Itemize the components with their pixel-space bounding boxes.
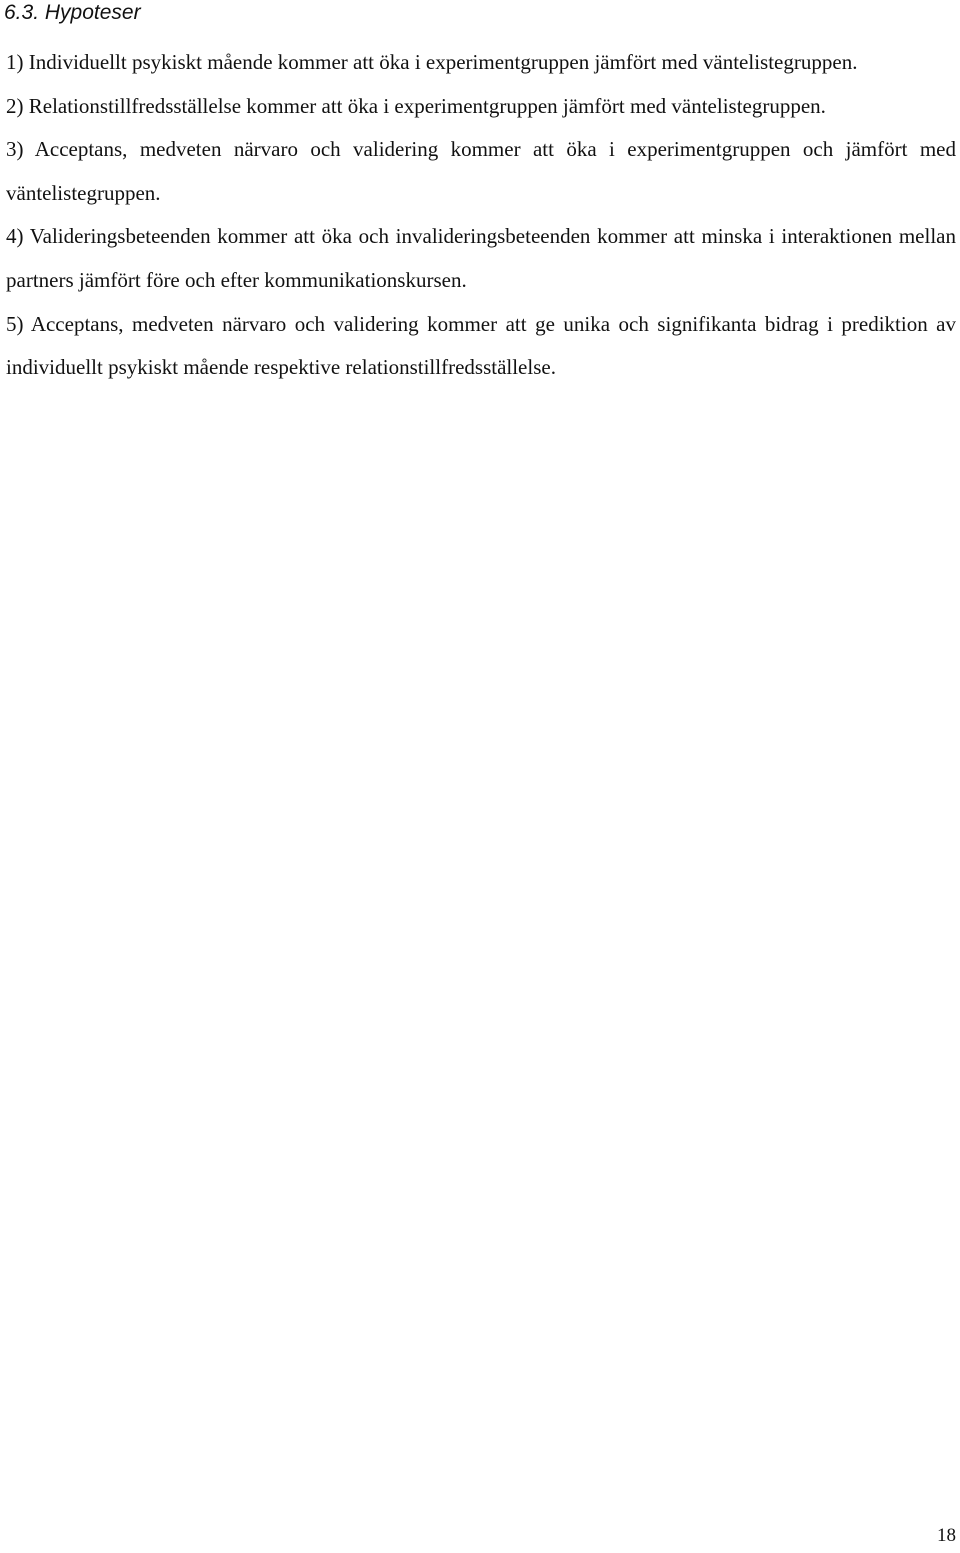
hypotheses-list — [6, 41, 956, 390]
hypothesis-1: 1) Individuellt psykiskt mående kommer att öka i experimentgruppen jämfört med väntelistegruppen. — [6, 50, 858, 74]
hypothesis-3: 3) Acceptans, medveten närvaro och validering kommer att öka i experimentgruppen och jämfört med väntelistegruppen. — [6, 137, 956, 205]
page-number: 18 — [937, 1525, 956, 1546]
hypothesis-4: 4) Valideringsbeteenden kommer att öka och invalideringsbeteenden kommer att minska i interaktionen mellan partners jämfört före och efter kommunikationskursen. — [6, 224, 956, 292]
hypothesis-2: 2) Relationstillfredsställelse kommer att öka i experimentgruppen jämfört med väntelistegruppen. — [6, 93, 826, 118]
hypothesis-5: 5) Acceptans, medveten närvaro och validering kommer att ge unika och signifikanta bidrag i prediktion av individuellt psykiskt mående respektive relationstillfredsställelse. — [6, 311, 956, 380]
section-heading: 6.3. Hypoteser — [4, 1, 141, 24]
